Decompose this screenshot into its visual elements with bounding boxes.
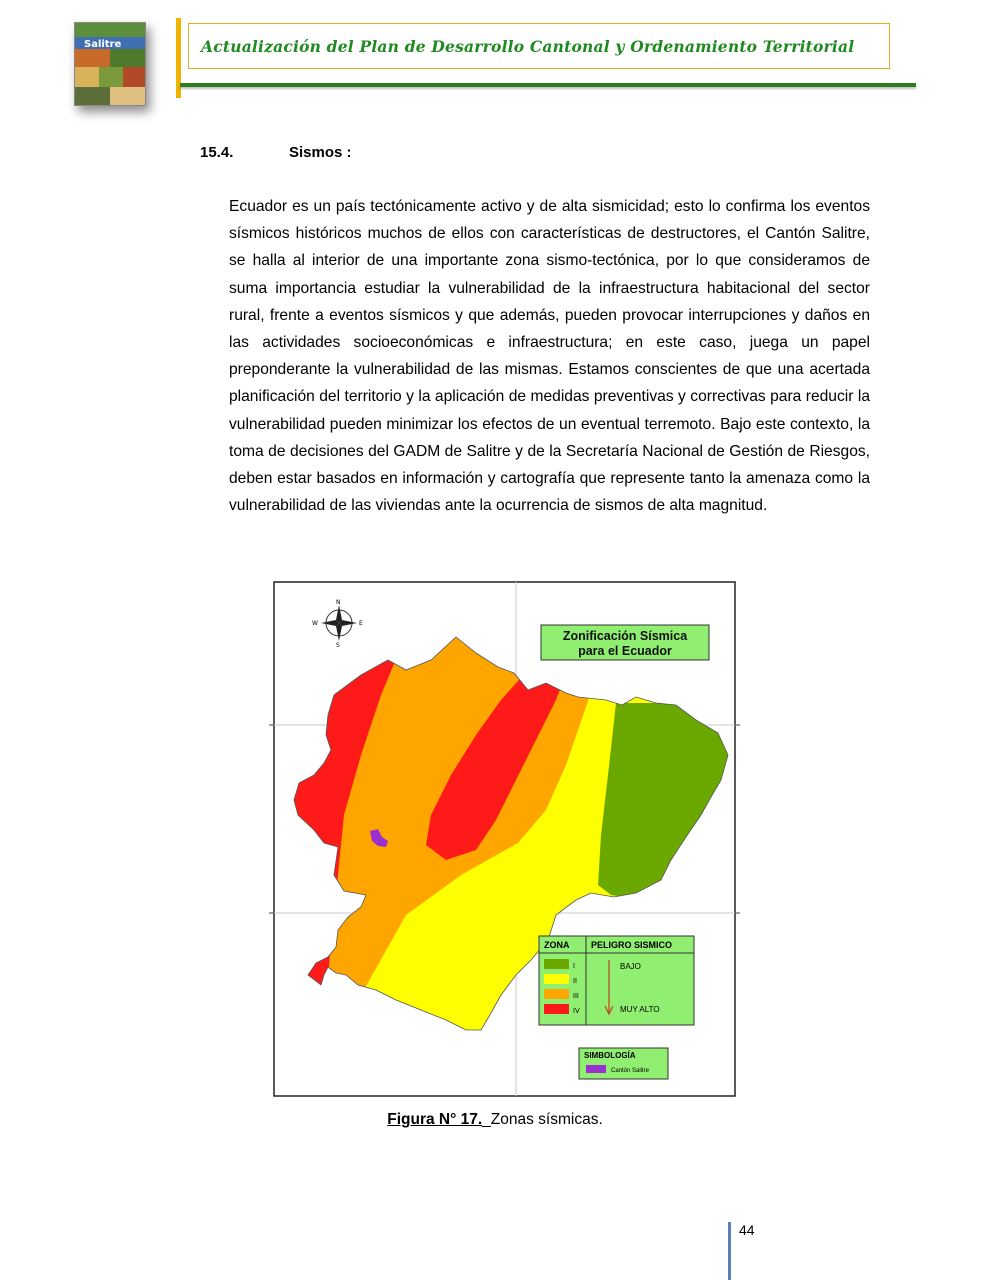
- legend: [539, 936, 694, 1025]
- symbology-swatch: [586, 1065, 606, 1073]
- legend-col-hazard: PELIGRO SISMICO: [591, 940, 673, 950]
- map-title-line2: para el Ecuador: [578, 644, 672, 658]
- figure-caption-text: _Zonas sísmicas.: [482, 1111, 603, 1128]
- svg-text:N: N: [336, 599, 341, 606]
- svg-text:E: E: [359, 620, 363, 627]
- symbology-item: Cantón Salitre: [611, 1068, 650, 1074]
- seismic-zone-map: [266, 575, 746, 1110]
- header-box: [188, 23, 890, 69]
- logo-text: Salitre: [84, 39, 122, 50]
- header-divider: [180, 83, 916, 87]
- legend-label-iii: III: [573, 993, 579, 1000]
- legend-low: BAJO: [620, 962, 641, 971]
- legend-swatch-iv: [544, 1004, 569, 1014]
- legend-label-i: I: [573, 963, 575, 970]
- svg-text:W: W: [312, 620, 318, 627]
- svg-text:S: S: [336, 642, 340, 649]
- legend-label-iv: IV: [573, 1008, 580, 1015]
- map-title-box: [541, 625, 709, 660]
- salitre-logo: [74, 22, 146, 106]
- header-title: Actualización del Plan de Desarrollo Cantonal y Ordenamiento Territorial: [201, 36, 855, 56]
- figure-label: Figura N° 17.: [387, 1111, 483, 1128]
- legend-swatch-ii: [544, 974, 569, 984]
- body-paragraph: Ecuador es un país tectónicamente activo y de alta sismicidad; esto lo confirma los eventos sísmicos históricos muchos de ellos con características de destructores, el Cantón Salitre, se halla al interior de una importante zona sismo-tectónica, por lo que consideramos de suma importancia estudiar la vulnerabilidad de la infraestructura habitacional del sector rural, frente a eventos sísmicos y que además, pueden provocar interrupciones y daños en las actividades socioeconómicas e infraestructura; en este caso, juega un papel preponderante la vulnerabilidad de las mismas. Estamos conscientes de que una acertada planificación del territorio y la aplicación de medidas preventivas y correctivas para reducir la vulnerabilidad pueden minimizar los efectos de un eventual terremoto. Bajo este contexto, la toma de decisiones del GADM de Salitre y de la Secretaría Nacional de Gestión de Riesgos, deben estar basados en información y cartografía que represente tanto la amenaza como la vulnerabilidad de las viviendas ante la ocurrencia de sismos de alta magnitud.: [229, 198, 870, 515]
- legend-label-ii: II: [573, 978, 577, 985]
- page-number: 44: [739, 1222, 755, 1238]
- legend-swatch-iii: [544, 989, 569, 999]
- symbology-box: [579, 1048, 668, 1079]
- page-number-bar: [728, 1222, 731, 1280]
- section-number: 15.4.: [200, 144, 234, 161]
- legend-high: MUY ALTO: [620, 1005, 660, 1014]
- symbology-title: SIMBOLOGÍA: [584, 1051, 636, 1060]
- section-title: Sismos :: [289, 144, 352, 161]
- figure-caption: [0, 1111, 990, 1129]
- legend-swatch-i: [544, 959, 569, 969]
- legend-col-zone: ZONA: [544, 940, 570, 950]
- map-title-line1: Zonificación Sísmica: [562, 629, 688, 643]
